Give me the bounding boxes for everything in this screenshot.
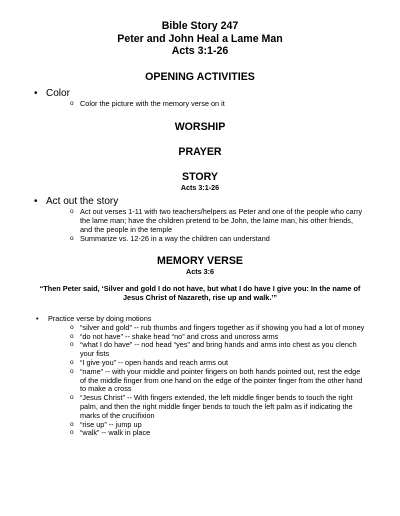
story-heading-reference: Acts 3:1-26 — [180, 183, 220, 193]
story-title: Peter and John Heal a Lame Man — [117, 32, 283, 45]
circle-bullet-icon: o — [70, 323, 74, 331]
story-list — [34, 196, 366, 243]
prayer-heading: PRAYER — [178, 146, 222, 159]
motion-item — [34, 394, 366, 420]
circle-bullet-icon: o — [70, 394, 74, 402]
story-sub-item — [34, 235, 366, 244]
story-sub-item — [34, 208, 366, 234]
circle-bullet-icon: o — [70, 420, 74, 428]
motion-text: “walk” -- walk in place — [80, 428, 151, 438]
circle-bullet-icon: o — [70, 359, 74, 367]
motion-text: “rise up” -- jump up — [80, 419, 142, 429]
bullet-icon: • — [36, 314, 39, 324]
motion-item — [34, 368, 366, 394]
motion-item — [34, 429, 366, 438]
circle-bullet-icon: o — [70, 234, 74, 242]
opening-activities-heading: OPENING ACTIVITIES — [145, 70, 255, 83]
motion-text: “do not have” -- shake head “no” and cross and uncross arms — [80, 331, 279, 341]
memory-verse-text: “Then Peter said, ‘Silver and gold I do not have, but what I do have I give you: In the name of Jesus Christ of Nazareth, rise up and walk.’” — [39, 284, 361, 303]
story-bullet: • Act out the story — [34, 196, 366, 208]
document-header — [34, 20, 366, 58]
memory-verse-heading: MEMORY VERSE — [157, 255, 243, 268]
story-heading: STORY — [182, 171, 218, 184]
circle-bullet-icon: o — [70, 332, 74, 340]
worship-heading: WORSHIP — [174, 121, 226, 134]
motion-text: “name” -- with your middle and pointer fingers on both hands pointed out, rest the edge of the middle finger from one hand on the edge of the pointer finger from the other hand to make a cross — [80, 366, 363, 394]
story-reference: Acts 3:1-26 — [171, 45, 229, 57]
practice-text: Practice verse by doing motions — [48, 314, 152, 324]
opening-sub-item — [34, 100, 366, 109]
motion-text: “what I do have” -- nod head “yes” and bring hands and arms into chest as you clench your fists — [80, 340, 357, 359]
circle-bullet-icon: o — [70, 208, 74, 216]
circle-bullet-icon: o — [70, 367, 74, 375]
motion-text: “silver and gold” -- rub thumbs and fingers together as if showing you had a lot of money — [80, 322, 365, 332]
story-number: Bible Story 247 — [161, 20, 239, 32]
motion-item — [34, 341, 366, 359]
memory-verse-reference: Acts 3:6 — [186, 267, 214, 277]
circle-bullet-icon: o — [70, 429, 74, 437]
opening-bullet: • Color — [34, 88, 366, 100]
circle-bullet-icon: o — [70, 99, 74, 107]
opening-sub-text: Color the picture with the memory verse on it — [80, 98, 225, 108]
motion-text: “I give you” -- open hands and reach arms out — [80, 358, 229, 368]
opening-list — [34, 88, 366, 109]
story-sub-text: Act out verses 1-11 with two teachers/helpers as Peter and one of the people who carry the lame man; have the children pretend to be John, the lame man, his other friends, and the people in the temple — [80, 207, 363, 234]
practice-list — [34, 315, 366, 438]
story-sub-text: Summarize vs. 12-26 in a way the children can understand — [80, 233, 270, 243]
motion-text: “Jesus Christ” -- With fingers extended, the left middle finger bends to touch the right palm, and then the right middle finger bends to touch the left palm as if indicating the marks of the crucifixion — [80, 393, 353, 420]
circle-bullet-icon: o — [70, 341, 74, 349]
